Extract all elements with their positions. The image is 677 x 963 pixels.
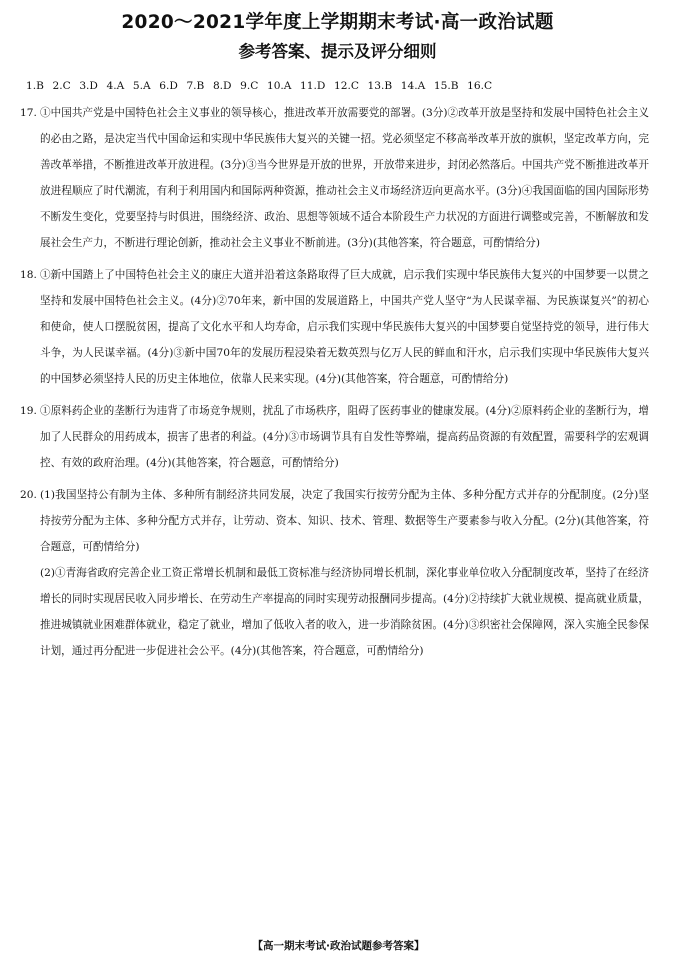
question-17-answer <box>20 100 649 256</box>
mc-answer: 12.C <box>333 80 359 92</box>
page-footer: 【高一期末考试·政治试题参考答案】 <box>252 940 425 952</box>
answer-part-2: (2)①青海省政府完善企业工资正常增长机制和最低工资标准与经济协同增长机制，深化事业单位收入分配制度改革，坚持了在经济增长的同时实现居民收入同步增长、在劳动生产率提高的同时实现劳动报酬同步提高。(4分)②持续扩大就业规模、提高就业质量，推进城镇就业困难群体就业，稳定了就业，增加了低收入者的收入，进一步消除贫困。(4分)③织密社会保障网，深入实施全民参保计划，通过再分配进一步促进社会公平。(4分)(其他答案，符合题意，可酌情给分) <box>40 567 649 657</box>
mc-answer: 2.C <box>52 80 71 92</box>
question-20-answer <box>20 482 649 664</box>
question-19-answer <box>20 398 649 476</box>
multiple-choice-answers <box>26 78 649 94</box>
answer-part-1: (1)我国坚持公有制为主体、多种所有制经济共同发展，决定了我国实行按劳分配为主体、多种分配方式并存的分配制度。(2分)坚持按劳分配为主体、多种分配方式并存，让劳动、资本、知识、技术、管理、数据等生产要素参与收入分配。(2分)(其他答案，符合题意，可酌情给分) <box>40 489 649 553</box>
mc-answer: 4.A <box>106 80 125 92</box>
question-number: 19. <box>20 405 37 417</box>
question-number: 20. <box>20 489 37 501</box>
answer-text: ①中国共产党是中国特色社会主义事业的领导核心，推进改革开放需要党的部署。(3分)②改革开放是坚持和发展中国特色社会主义的必由之路，是决定当代中国命运和实现中华民族伟大复兴的关键一招。党必须坚定不移高举改革开放的旗帜，坚定改革方向，完善改革举措，不断推进改革开放进程。(3分)③当今世界是开放的世界，开放带来进步，封闭必然落后。中国共产党不断推进改革开放进程顺应了时代潮流，有利于利用国内和国际两种资源，推动社会主义市场经济迈向更高水平。(3分)④我国面临的国内国际形势不断发生变化，党要坚持与时俱进，围绕经济、政治、思想等领域不适合本阶段生产力状况的方面进行调整或完善，不断解放和发展社会生产力，不断进行理论创新，推动社会主义事业不断前进。(3分)(其他答案，符合题意，可酌情给分) <box>40 107 649 249</box>
mc-answer: 1.B <box>26 80 44 92</box>
page-subtitle: 参考答案、提示及评分细则 <box>238 42 437 61</box>
mc-answer: 9.C <box>240 80 259 92</box>
mc-answer: 11.D <box>300 80 326 92</box>
mc-answer: 7.B <box>186 80 205 92</box>
question-18-answer <box>20 262 649 392</box>
mc-answer: 16.C <box>467 80 493 92</box>
mc-answer: 10.A <box>266 80 292 92</box>
mc-answer: 15.B <box>433 80 459 92</box>
mc-answer: 5.A <box>132 80 151 92</box>
mc-answer: 14.A <box>400 80 426 92</box>
page-title: 2020～2021学年度上学期期末考试·高一政治试题 <box>121 12 554 33</box>
question-number: 17. <box>20 107 37 119</box>
mc-answer: 6.D <box>159 80 178 92</box>
mc-answer: 13.B <box>367 80 393 92</box>
answer-text: ①原料药企业的垄断行为违背了市场竞争规则，扰乱了市场秩序，阻碍了医药事业的健康发展。(4分)②原料药企业的垄断行为，增加了人民群众的用药成本，损害了患者的利益。(4分)③市场调节具有自发性等弊端，提高药品资源的有效配置，需要科学的宏观调控、有效的政府治理。(4分)(其他答案，符合题意，可酌情给分) <box>40 405 649 469</box>
question-number: 18. <box>20 269 37 281</box>
mc-answer: 8.D <box>212 80 232 92</box>
answer-text: ①新中国踏上了中国特色社会主义的康庄大道并沿着这条路取得了巨大成就，启示我们实现中华民族伟大复兴的中国梦要一以贯之坚持和发展中国特色社会主义。(4分)②70年来，新中国的发展道路上，中国共产党人坚守“为人民谋幸福、为民族谋复兴”的初心和使命，使人口摆脱贫困，提高了文化水平和人均寿命，启示我们实现中华民族伟大复兴的中国梦要自觉坚持党的领导，进行伟大斗争，为人民谋幸福。(4分)③新中国70年的发展历程浸染着无数英烈与亿万人民的鲜血和汗水，启示我们实现中华民族伟大复兴的中国梦必须坚持人民的历史主体地位，依靠人民来实现。(4分)(其他答案，符合题意，可酌情给分) <box>40 269 649 385</box>
mc-answer: 3.D <box>79 80 98 92</box>
